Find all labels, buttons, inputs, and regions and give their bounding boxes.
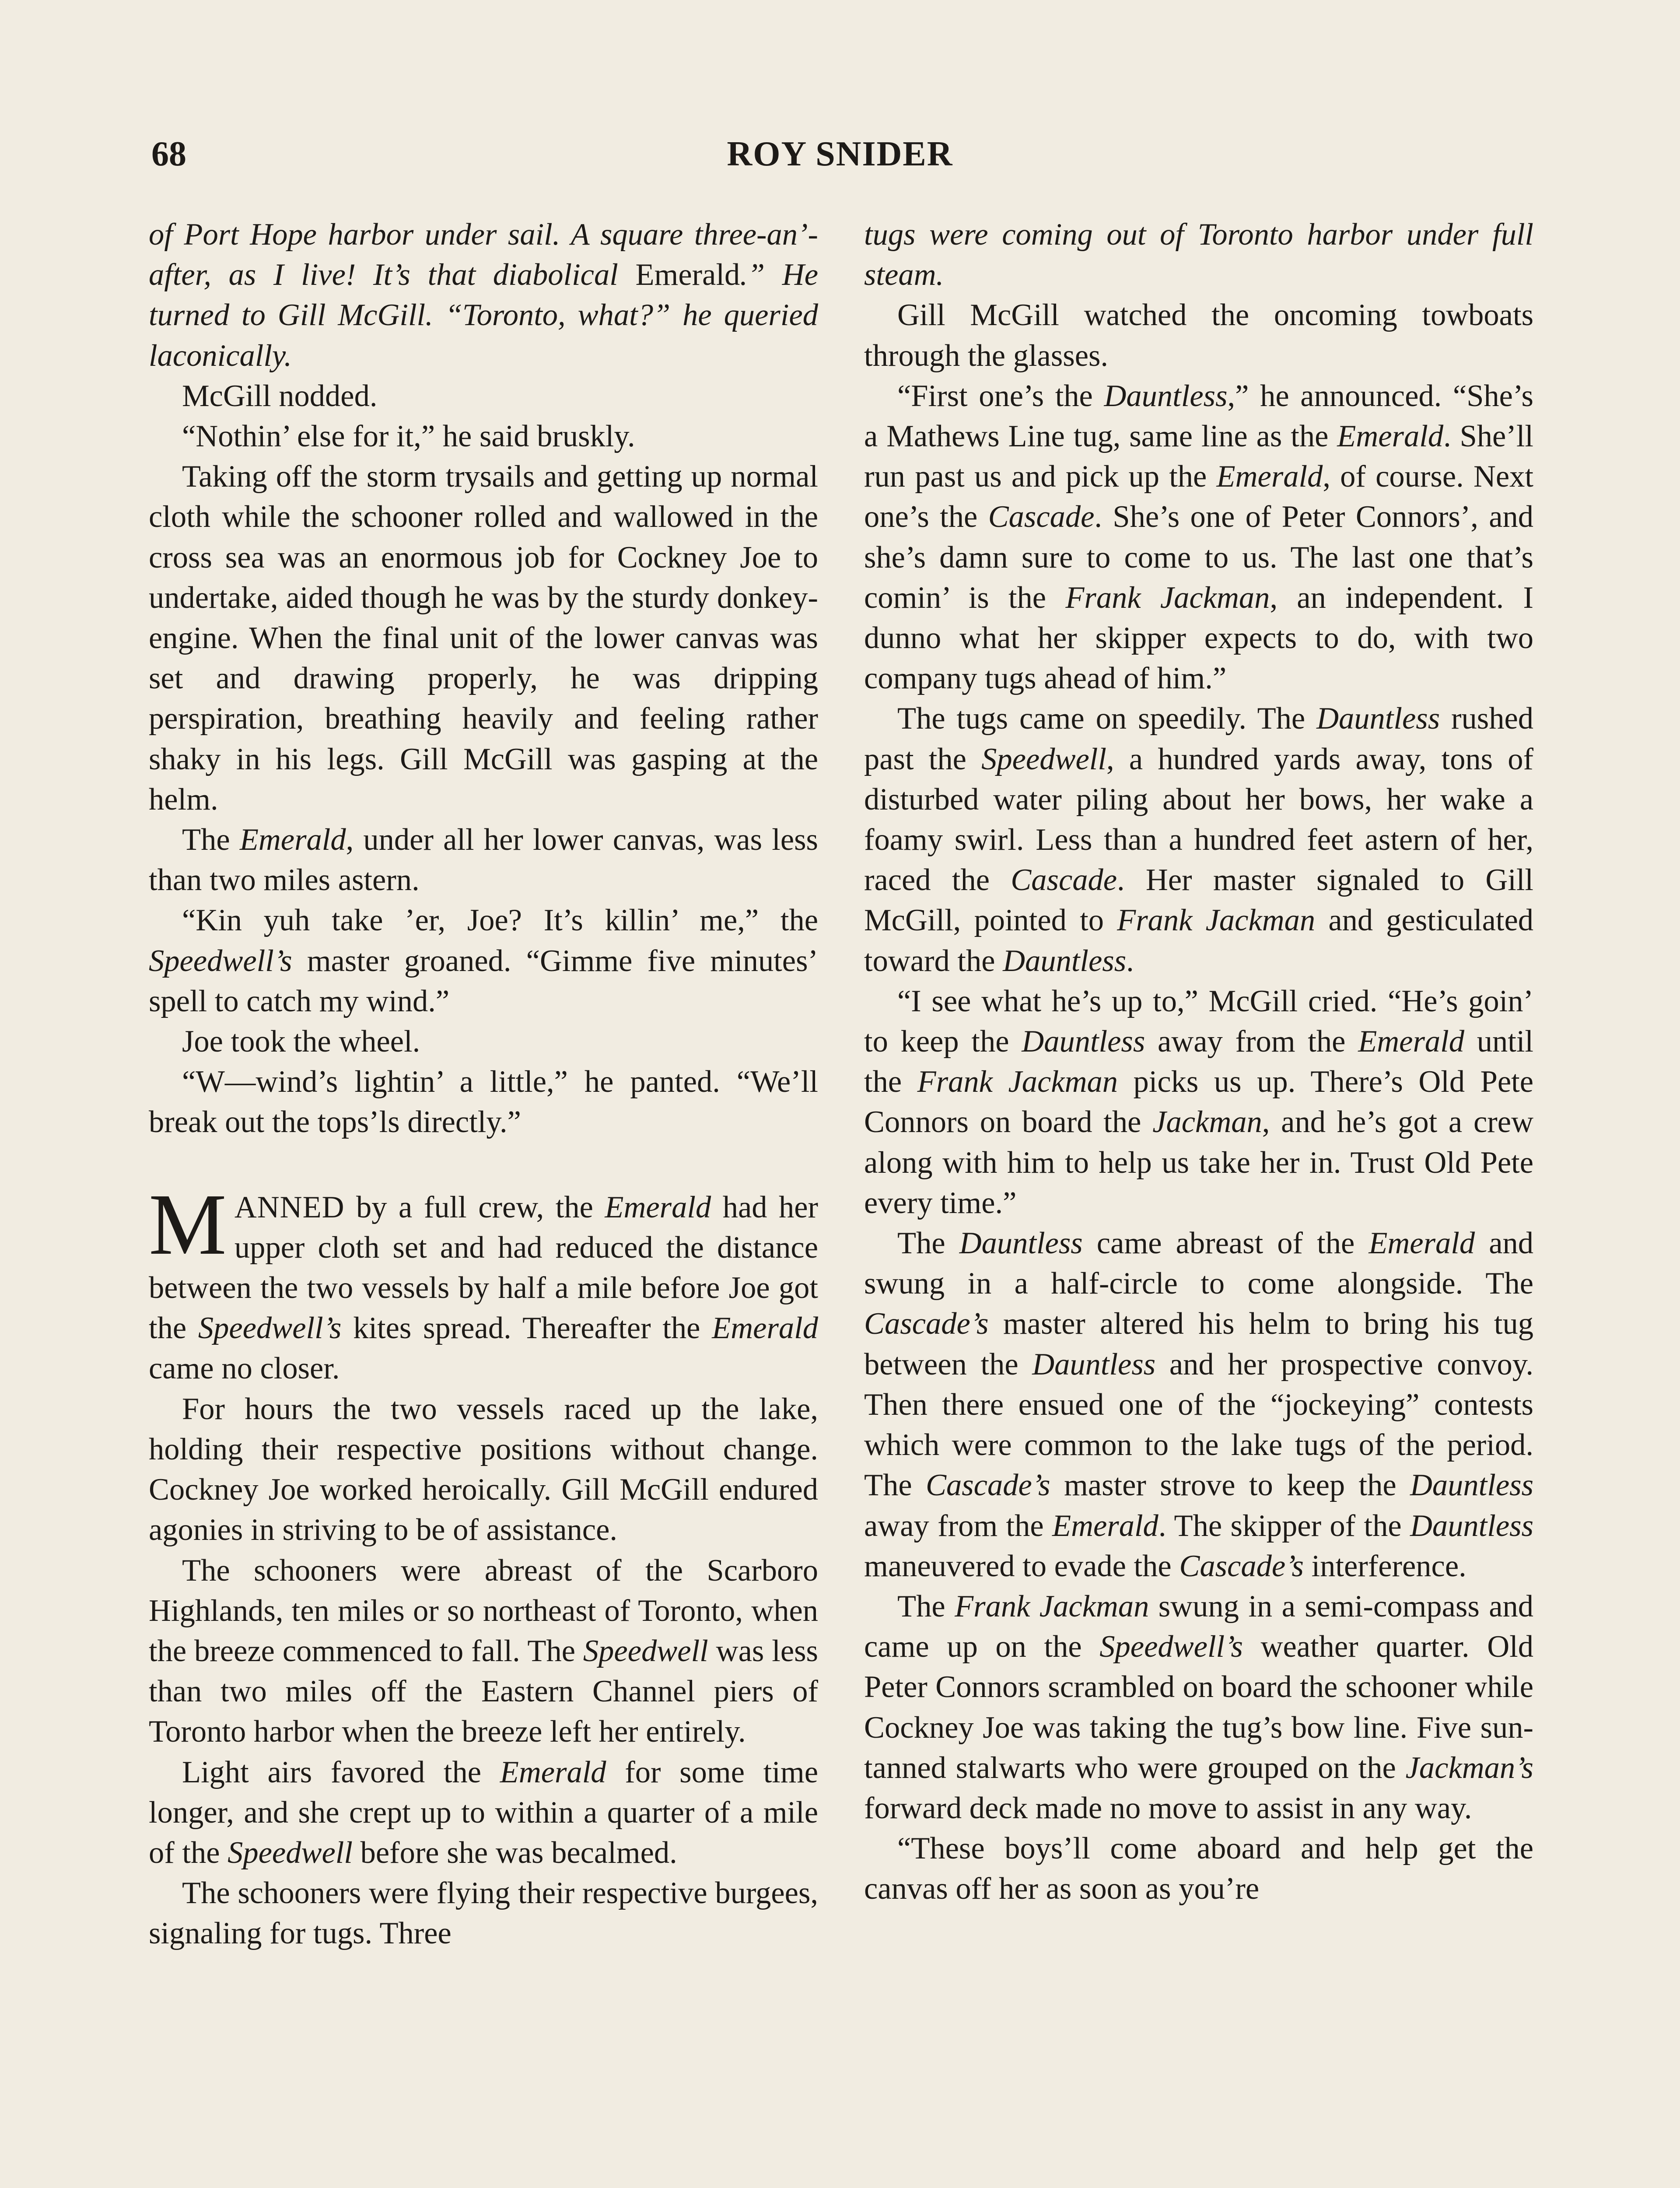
text-run: “W—wind’s lightin’ a little,” he panted. “We’ll break out the tops’ls directly.” [149, 1065, 818, 1140]
text-run: had her upper cloth set and had reduced the distance between the two vessels by half a mile before Joe got the [149, 1190, 819, 1346]
text-run: came abreast of the [1082, 1226, 1369, 1261]
text-run: The [897, 1589, 955, 1623]
paragraph [149, 376, 818, 416]
text-run: “First one’s the [897, 379, 1104, 413]
italic-run: Emerald [239, 823, 346, 857]
italic-run: Emerald [1337, 419, 1444, 454]
italic-run: Speedwell’s [1099, 1630, 1243, 1664]
text-run: ,” he announced. “She’s a Mathews Line tug, same line as the [864, 379, 1533, 454]
text-run: For hours the two vessels raced up the lake, holding their respective positions without change. Cockney Joe worked heroically. Gill McGill endured agonies in striving to be of assistance. [149, 1392, 818, 1547]
text-run: “Nothin’ else for it,” he said bruskly. [182, 419, 635, 454]
paragraph [864, 698, 1533, 981]
text-run: “These boys’ll come aboard and help get the canvas off her as soon as you’re [864, 1831, 1533, 1906]
text-run: maneuvered to evade the [864, 1549, 1180, 1583]
drop-cap: M [149, 1176, 227, 1273]
text-run: . She’ll run past us and pick up the [864, 419, 1534, 494]
text-run: The [182, 823, 240, 857]
text-run: , a hundred yards away, tons of disturbed water piling about her bows, her wake a foamy swirl. Less than a hundred feet astern of her, raced the [864, 742, 1533, 898]
paragraph [864, 295, 1533, 375]
italic-run: Emerald [1216, 459, 1323, 494]
page-header [151, 128, 1529, 180]
text-run: kites spread. Thereafter the [341, 1311, 712, 1346]
text-run: master groaned. “Gimme five minutes’ spell to catch my wind.” [149, 943, 818, 1018]
text-run: . Her master signaled to Gill McGill, pointed to [864, 863, 1533, 938]
running-head: ROY SNIDER [727, 135, 953, 173]
left-column-paragraphs [149, 214, 818, 1143]
text-run: and swung in a half-circle to come alongside. The [864, 1226, 1534, 1301]
italic-run: Frank Jackman [1117, 903, 1316, 938]
text-run: weather quarter. Old Peter Connors scrambled on board the schooner while Cockney Joe was taking the tug’s bow line. Five sun-tanned stalwarts who were grouped on the [864, 1630, 1533, 1785]
text-run: interference. [1303, 1549, 1466, 1583]
italic-run: Cascade’s [864, 1307, 989, 1341]
text-run: “I see what he’s up to,” McGill cried. “He’s goin’ to keep the [864, 984, 1533, 1059]
paragraph [149, 1389, 818, 1550]
text-run: , an independent. I dunno what her skipper expects to do, with two company tugs ahead of him.” [864, 580, 1533, 696]
italic-run: .” He turned to Gill McGill. “Toronto, what?” he queried laconically. [149, 258, 819, 373]
text-run: and her prospective convoy. Then there ensued one of the “jockeying” contests which were common to the lake tugs of the period. The [864, 1347, 1533, 1503]
paragraph [149, 1752, 818, 1873]
italic-run: Jackman’s [1405, 1750, 1533, 1785]
page-number: 68 [151, 135, 186, 173]
text-run: . The skipper of the [1158, 1508, 1410, 1543]
text-run: “Kin yuh take ’er, Joe? It’s killin’ me,” the [182, 903, 818, 938]
text-run: The schooners were abreast of the Scarboro Highlands, ten miles or so northeast of Toronto, when the breeze commenced to fall. The [149, 1553, 818, 1668]
text-run: , and he’s got a crew along with him to help us take her in. Trust Old Pete every time.” [864, 1105, 1533, 1220]
right-column-paragraphs [864, 214, 1533, 1909]
paragraph [864, 1828, 1533, 1909]
italic-run: Speedwell’s [198, 1311, 342, 1346]
text-run: , under all her lower canvas, was less than two miles astern. [149, 823, 818, 898]
text-run: until the [864, 1024, 1533, 1099]
italic-run: Dauntless [1410, 1508, 1533, 1543]
text-run: , of course. Next one’s the [864, 459, 1534, 534]
italic-run: of Port Hope harbor under sail. A square three-an’-after, as I live! It’s that diabolical [149, 217, 818, 292]
right-column [864, 214, 1533, 1909]
italic-run: Emerald [1368, 1226, 1475, 1261]
italic-run: Speedwell’s [149, 943, 292, 978]
italic-run: Emerald [1358, 1024, 1464, 1059]
section-lead-words: ANNED [234, 1190, 345, 1224]
italic-run: Dauntless [1003, 943, 1127, 978]
italic-run: Emerald [605, 1190, 711, 1224]
paragraph [864, 1586, 1533, 1828]
italic-run: Dauntless [959, 1226, 1083, 1261]
paragraph [149, 456, 818, 820]
italic-run: Dauntless [1410, 1468, 1533, 1503]
left-column [149, 214, 818, 1954]
italic-run: Emerald [1052, 1508, 1158, 1543]
text-run: rushed past the [864, 701, 1533, 776]
text-run: forward deck made no move to assist in any way. [864, 1791, 1472, 1825]
text-run: away from the [1145, 1024, 1358, 1059]
text-run: . She’s one of Peter Connors’, and she’s damn sure to come to us. The last one that’s comin’ is the [864, 500, 1533, 615]
text-run: The tugs came on speedily. The [897, 701, 1317, 736]
paragraph [149, 1021, 818, 1062]
text-run: The schooners were flying their respective burgees, signaling for tugs. Three [149, 1876, 818, 1951]
text-run: for some time longer, and she crept up to within a quarter of a mile of the [149, 1755, 818, 1870]
text-run: picks us up. There’s Old Pete Connors on board the [864, 1065, 1533, 1140]
paragraph [149, 1550, 818, 1752]
text-run: swung in a semi-compass and came up on the [864, 1589, 1534, 1664]
italic-run: Speedwell [981, 742, 1106, 776]
text-run: and gesticulated toward the [864, 903, 1533, 978]
text-run: came no closer. [149, 1351, 340, 1386]
paragraph [149, 820, 818, 900]
italic-run: Dauntless [1104, 379, 1228, 413]
text-run: was less than two miles off the Eastern Channel piers of Toronto harbor when the breeze left her entirely. [149, 1634, 818, 1749]
text-run: Light airs favored the [182, 1755, 500, 1789]
text-run: . [1126, 943, 1134, 978]
paragraph [149, 900, 818, 1021]
text-run: The [897, 1226, 959, 1261]
text-run: master altered his helm to bring his tug between the [864, 1307, 1533, 1382]
italic-run: Speedwell [228, 1835, 353, 1870]
text-run: before she was becalmed. [352, 1835, 677, 1870]
paragraph [149, 1062, 818, 1142]
italic-run: Dauntless [1316, 701, 1440, 736]
paragraph [149, 214, 818, 376]
section-opening-paragraph [149, 1176, 819, 1389]
italic-run: Cascade [988, 500, 1095, 534]
text-run: Taking off the storm trysails and getting up normal cloth while the schooner rolled and wallowed in the cross sea was an enormous job for Cockney Joe to undertake, aided though he was by the sturdy donkey-engine. When the final unit of the lower canvas was set and drawing properly, he was dripping perspiration, breathing heavily and feeling rather shaky in his legs. Gill McGill was gasping at the helm. [149, 459, 818, 817]
italic-run: Frank Jackman [917, 1065, 1118, 1099]
italic-run: Cascade’s [1179, 1549, 1304, 1583]
italic-run: Dauntless [1032, 1347, 1156, 1382]
italic-run: Frank Jackman [955, 1589, 1149, 1623]
paragraph [864, 376, 1533, 699]
text-run: Joe took the wheel. [182, 1024, 420, 1059]
italic-run: Speedwell [583, 1634, 708, 1668]
italic-run: Cascade’s [925, 1468, 1050, 1503]
paragraph [864, 981, 1533, 1223]
text-run: McGill nodded. [182, 379, 378, 413]
text-run: Emerald [635, 258, 740, 292]
italic-run: Emerald [712, 1311, 818, 1346]
paragraph [149, 1873, 818, 1953]
text-run: away from the [864, 1508, 1053, 1543]
left-column-paragraphs-after [149, 1389, 818, 1954]
text-run: Gill McGill watched the oncoming towboats through the glasses. [864, 298, 1533, 373]
italic-run: Cascade [1011, 863, 1117, 898]
paragraph [149, 416, 818, 456]
italic-run: Frank Jackman [1065, 580, 1270, 615]
italic-run: Emerald [500, 1755, 606, 1789]
text-run: by a full crew, the [344, 1190, 605, 1224]
italic-run: tugs were coming out of Toronto harbor under full steam. [864, 217, 1533, 292]
text-run: master strove to keep the [1050, 1468, 1410, 1503]
paragraph [864, 1223, 1533, 1586]
italic-run: Dauntless [1022, 1024, 1145, 1059]
paragraph [864, 214, 1533, 295]
italic-run: Jackman [1152, 1105, 1262, 1140]
